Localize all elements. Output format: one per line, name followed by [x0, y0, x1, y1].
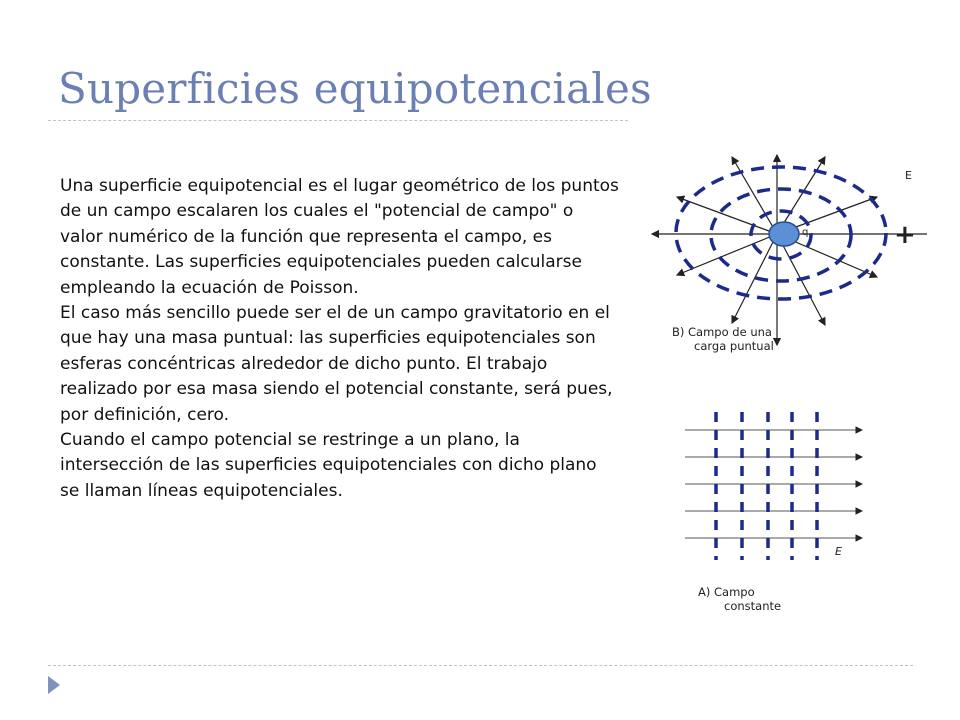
title-divider — [48, 120, 628, 121]
constant-field-figure — [680, 400, 880, 615]
caption-line: carga puntual — [694, 339, 774, 353]
plus-sign: + — [894, 220, 916, 250]
paragraph-definition: Una superficie equipotencial es el lugar geométrico de los puntos de un campo escalaren los cuales el "potencial de campo" o valor numérico de la función que representa el campo, es constante. Las superficies equipotenciales pueden calcularse empleando la ecuación de Poisson. — [60, 176, 619, 298]
charge-label: q — [802, 227, 809, 238]
slide-body — [60, 174, 620, 504]
uniform-field-lines — [685, 430, 862, 538]
slide-title: Superficies equipotenciales — [58, 64, 652, 113]
footer-divider — [48, 665, 913, 666]
field-lines — [652, 155, 877, 345]
footer-arrow-icon — [48, 676, 60, 694]
paragraph-point-mass: El caso más sencillo puede ser el de un campo gravitatorio en el que hay una masa puntual: las superficies equipotenciales son esferas concéntricas alrededor de dicho punto. El trabajo realizado por esa masa siendo el potencial constante, será pues, por definición, cero. — [60, 303, 613, 425]
caption-line: A) Campo — [698, 585, 755, 599]
constant-field-caption — [698, 585, 781, 613]
point-charge — [769, 222, 799, 246]
caption-line: constante — [724, 599, 782, 613]
caption-line: B) Campo de una — [672, 325, 772, 339]
paragraph-plane: Cuando el campo potencial se restringe a un plano, la intersección de las superficies equipotenciales con dicho plano se llaman líneas equipotenciales. — [60, 430, 597, 501]
point-charge-caption — [672, 325, 774, 353]
field-label-e: E — [905, 169, 912, 182]
field-label-e: E — [835, 545, 842, 558]
